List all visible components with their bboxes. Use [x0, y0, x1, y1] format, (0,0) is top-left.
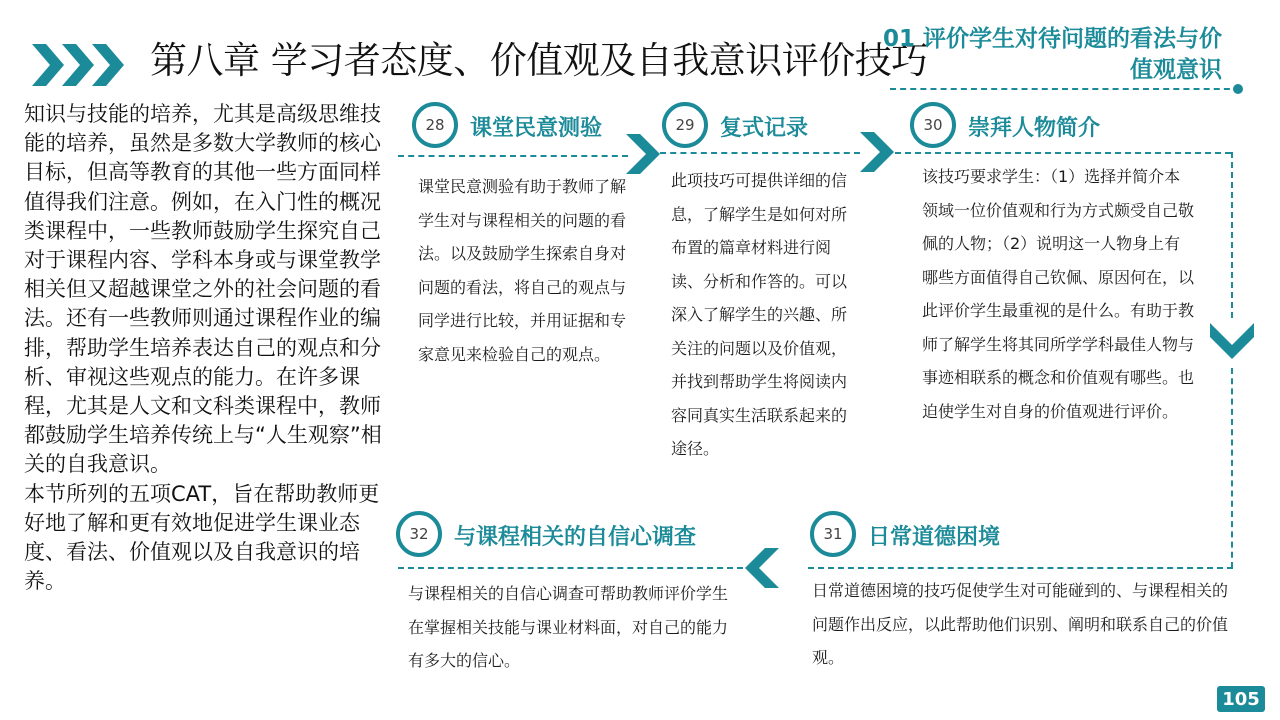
- flow-connector: [398, 155, 628, 157]
- page-number: 105: [1217, 686, 1265, 712]
- header-divider-dot: [1233, 84, 1243, 94]
- step-title: 崇拜人物简介: [968, 116, 1101, 141]
- triple-chevron-right-icon: [32, 42, 128, 88]
- step-description: 课堂民意测验有助于教师了解学生对与课程相关的问题的看法。以及鼓励学生探索自身对问题的看法，将自己的观点与同学进行比较，并用证据和专家意见来检验自己的观点。: [418, 177, 627, 364]
- step-number-badge: 29: [662, 102, 708, 148]
- flow-connector: [398, 567, 743, 569]
- step-description: 此项技巧可提供详细的信息，了解学生是如何对所布置的篇章材料进行阅读、分析和作答的。可以深入了解学生的兴趣、所关注的问题以及价值观，并找到帮助学生将阅读内容同真实生活联系起来的途径。: [671, 171, 848, 458]
- step-number-badge: 30: [910, 102, 956, 148]
- chevron-down-icon: [1210, 323, 1254, 359]
- step-number-badge: 31: [810, 511, 856, 557]
- chevron-right-icon: [626, 134, 660, 174]
- page-title: 第八章 学习者态度、价值观及自我意识评价技巧: [150, 39, 928, 82]
- step-title: 与课程相关的自信心调查: [454, 525, 697, 550]
- step-title: 复式记录: [720, 116, 809, 141]
- flow-connector: [660, 152, 860, 154]
- flow-connector: [1231, 368, 1233, 568]
- step-description: 日常道德困境的技巧促使学生对可能碰到的、与课程相关的问题作出反应，以此帮助他们识别、阐明和联系自己的价值观。: [812, 581, 1229, 667]
- section-subtitle: 01 评价学生对待问题的看法与价值观意识: [882, 26, 1222, 83]
- intro-paragraph: 知识与技能的培养，尤其是高级思维技能的培养，虽然是多数大学教师的核心目标，但高等教育的其他一些方面同样值得我们注意。例如，在入门性的概况类课程中，一些教师鼓励学生探究自己对于课程内容、学科本身或与课堂教学相关但又超越课堂之外的社会问题的看法。还有一些教师则通过课程作业的编排，帮助学生培养表达自己的观点和分析、审视这些观点的能力。在许多课程，尤其是人文和文科类课程中，教师都鼓励学生培养传统上与“人生观察”相关的自我意识。: [24, 102, 382, 477]
- step-title: 日常道德困境: [868, 525, 1001, 550]
- chevron-left-icon: [745, 548, 779, 588]
- step-number-badge: 28: [412, 102, 458, 148]
- flow-connector: [808, 567, 1233, 569]
- intro-paragraph: 本节所列的五项CAT，旨在帮助教师更好地了解和更有效地促进学生课业态度、看法、价值观以及自我意识的培养。: [24, 481, 380, 594]
- step-number-badge: 32: [396, 511, 442, 557]
- flow-connector: [1231, 152, 1233, 318]
- step-description: 该技巧要求学生：（1）选择并简介本领域一位价值观和行为方式颇受自己敬佩的人物；（2）说明这一人物身上有哪些方面值得自己钦佩、原因何在，以此评价学生最重视的是什么。有助于教师了解学生将其同所学学科最佳人物与事迹相联系的概念和价值观有哪些。也迫使学生对自身的价值观进行评价。: [922, 167, 1195, 421]
- intro-text: [24, 100, 394, 596]
- chevron-right-icon: [860, 132, 894, 172]
- step-description: 与课程相关的自信心调查可帮助教师评价学生在掌握相关技能与课业材料面，对自己的能力有多大的信心。: [408, 584, 729, 670]
- header-divider: [890, 88, 1240, 90]
- step-title: 课堂民意测验: [470, 116, 603, 141]
- flow-connector: [895, 152, 1231, 154]
